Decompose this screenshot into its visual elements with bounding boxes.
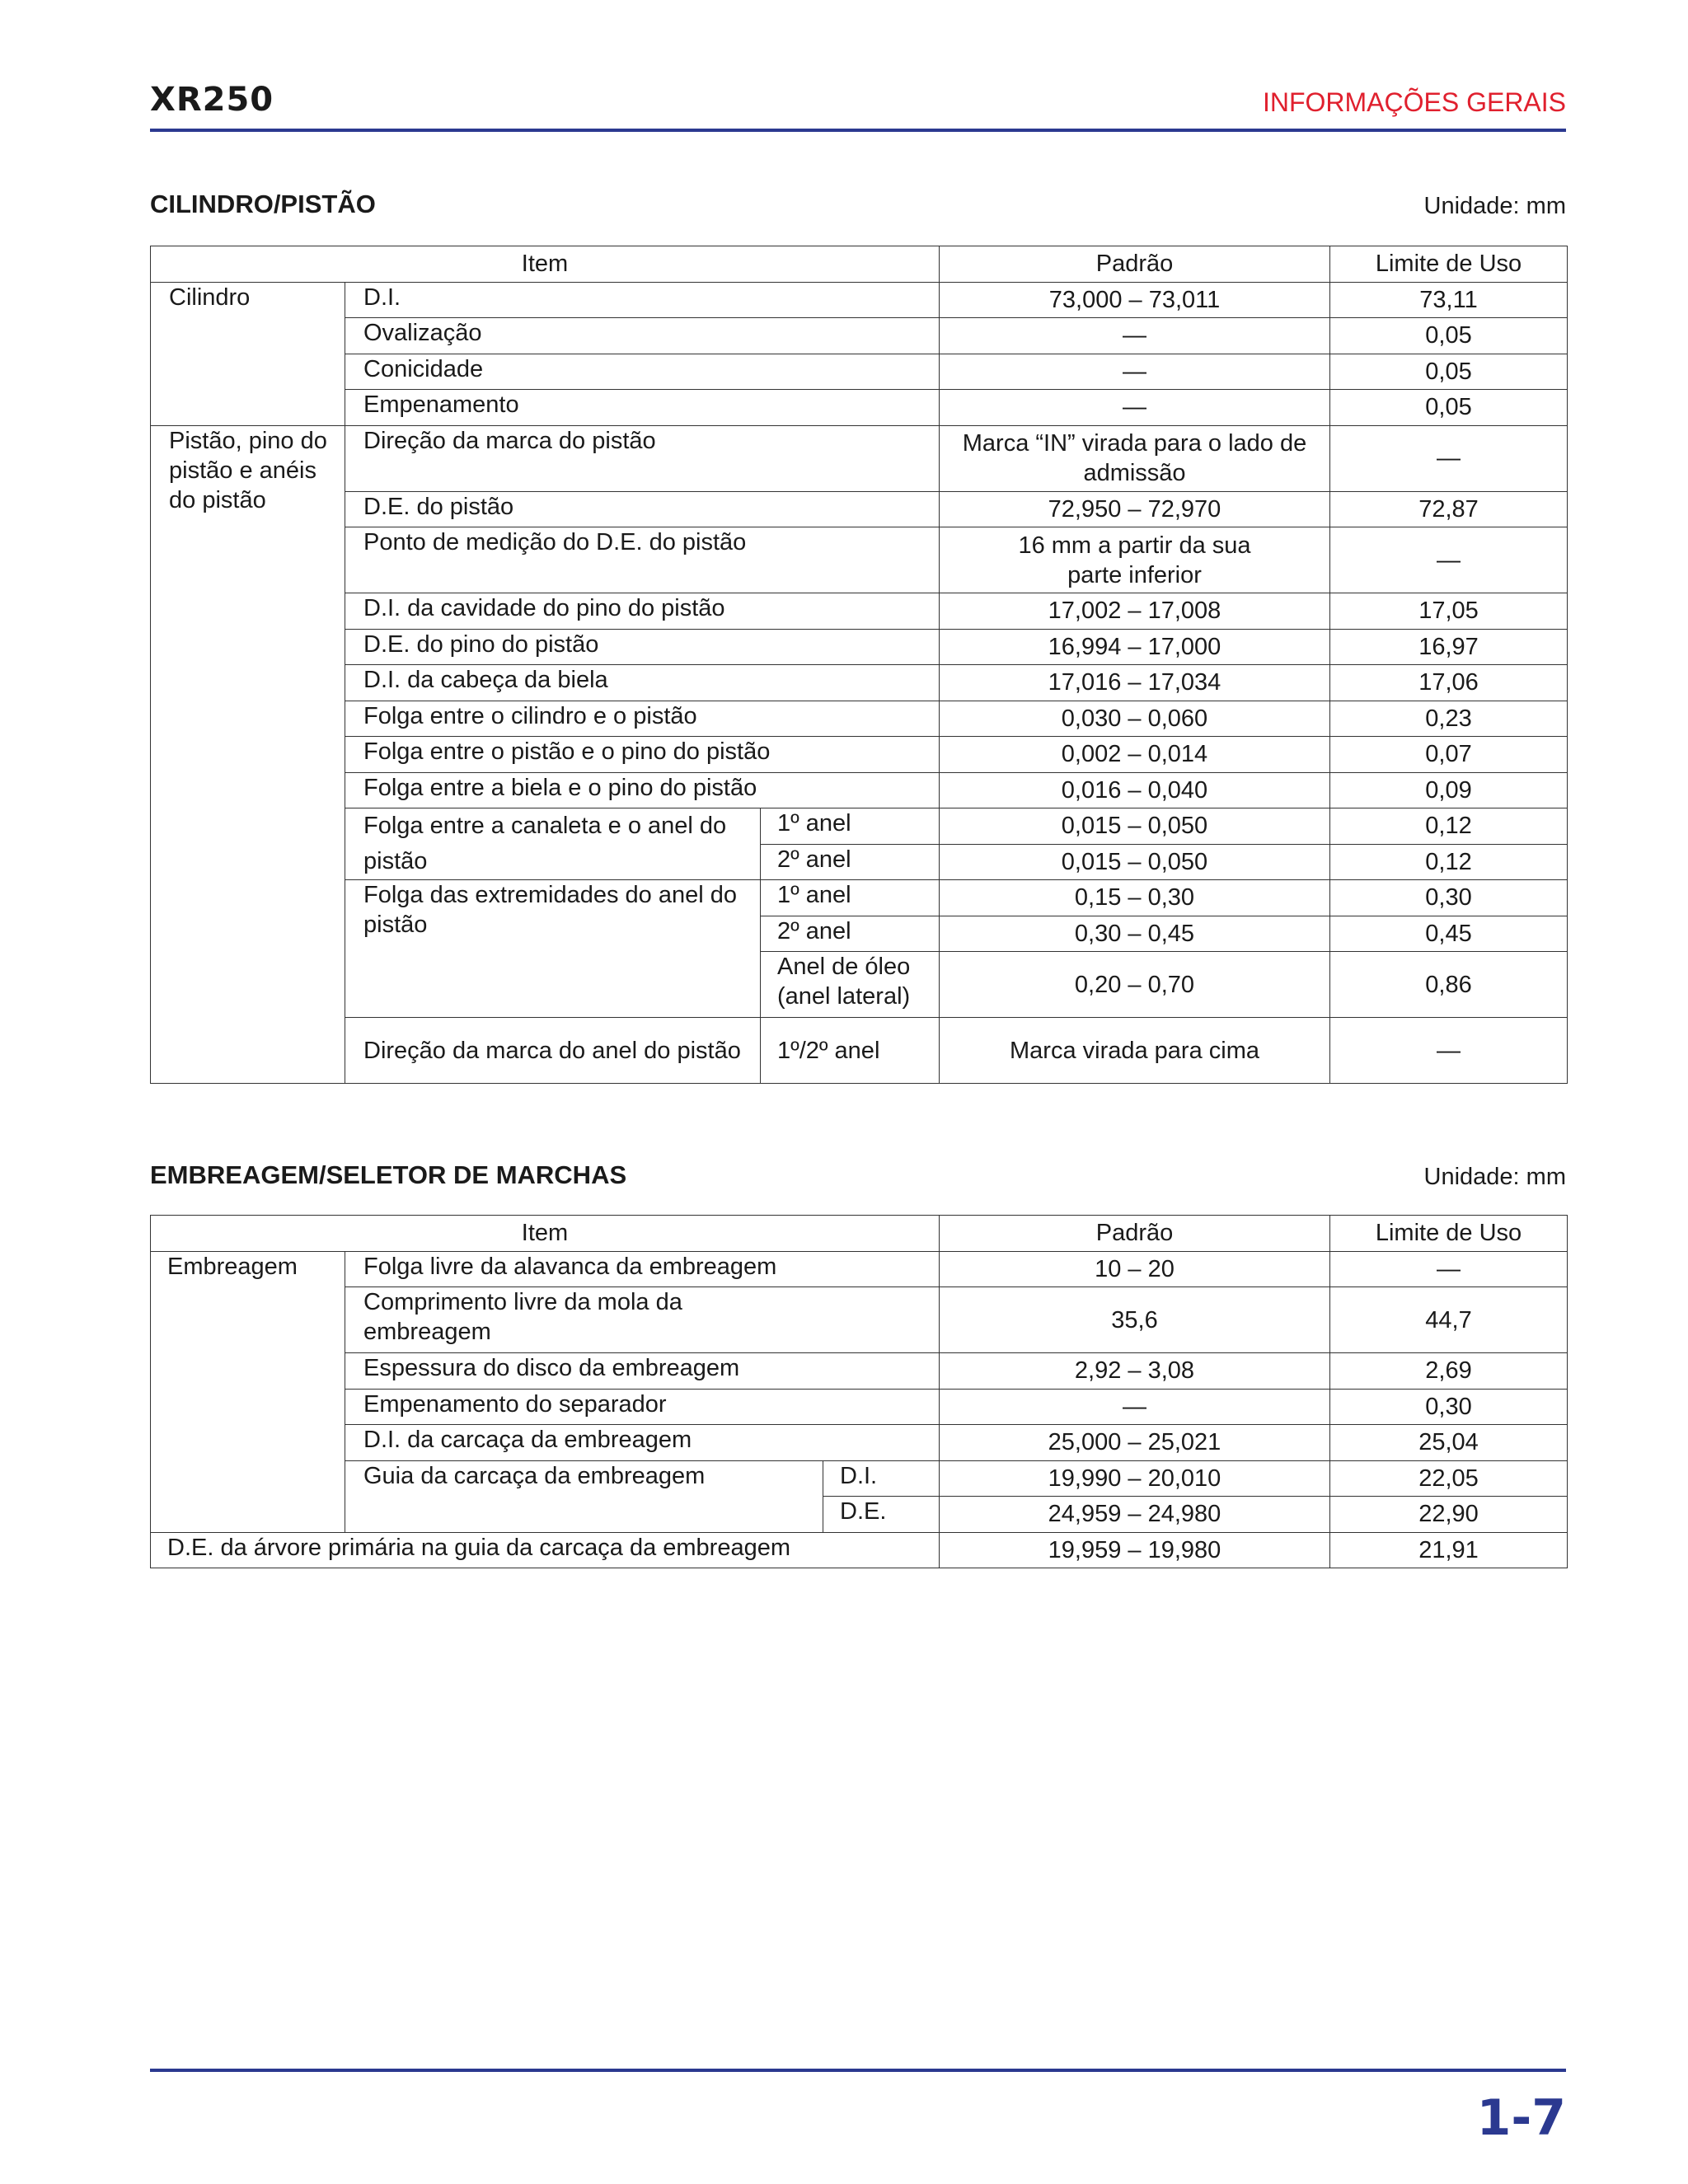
row-item: Comprimento livre da mola da embreagem xyxy=(345,1287,940,1353)
row-standard: — xyxy=(940,1389,1330,1425)
row-limit: 0,07 xyxy=(1330,737,1568,773)
row-item: D.I. xyxy=(345,282,940,318)
table-row xyxy=(151,527,1568,593)
cylinder-section-title: CILINDRO/PISTÃO xyxy=(150,190,376,218)
table-row xyxy=(151,491,1568,527)
row-limit: 16,97 xyxy=(1330,629,1568,665)
row-standard: 0,015 – 0,050 xyxy=(940,844,1330,880)
row-limit: 0,05 xyxy=(1330,354,1568,390)
row-limit: 0,30 xyxy=(1330,880,1568,916)
row-item: Folga entre o cilindro e o pistão xyxy=(345,701,940,737)
header-divider xyxy=(150,129,1566,132)
row-limit: 0,05 xyxy=(1330,390,1568,426)
row-limit: — xyxy=(1330,527,1568,593)
table-row xyxy=(151,1287,1568,1353)
row-standard: 0,15 – 0,30 xyxy=(940,880,1330,916)
table-row xyxy=(151,1251,1568,1287)
row-standard: — xyxy=(940,318,1330,354)
row-standard: 24,959 – 24,980 xyxy=(940,1497,1330,1533)
group-label: Cilindro xyxy=(151,282,345,425)
header-limit: Limite de Uso xyxy=(1330,246,1568,283)
row-standard: — xyxy=(940,390,1330,426)
row-limit: 0,23 xyxy=(1330,701,1568,737)
table-row xyxy=(151,425,1568,491)
row-subitem: D.E. xyxy=(823,1497,940,1533)
cylinder-unit-label: Unidade: mm xyxy=(1423,193,1566,219)
group-label: Embreagem xyxy=(151,1251,345,1532)
group-label: Pistão, pino do pistão e anéis do pistão xyxy=(151,425,345,1084)
row-subitem: 2º anel xyxy=(761,844,940,880)
table-header-row xyxy=(151,1216,1568,1252)
row-standard: 35,6 xyxy=(940,1287,1330,1353)
row-standard: 72,950 – 72,970 xyxy=(940,491,1330,527)
row-item: Direção da marca do anel do pistão xyxy=(345,1018,761,1084)
table-header-row xyxy=(151,246,1568,283)
row-item: Folga das extremidades do anel do pistão xyxy=(345,880,761,1018)
row-standard: 0,002 – 0,014 xyxy=(940,737,1330,773)
table-row xyxy=(151,318,1568,354)
header-standard: Padrão xyxy=(940,246,1330,283)
row-standard: 0,015 – 0,050 xyxy=(940,808,1330,845)
row-item: D.I. da cabeça da biela xyxy=(345,665,940,701)
row-item: Direção da marca do pistão xyxy=(345,425,940,491)
row-standard: 16 mm a partir da sua parte inferior xyxy=(940,527,1330,593)
row-standard: 2,92 – 3,08 xyxy=(940,1353,1330,1390)
header-item: Item xyxy=(151,1216,940,1252)
page-number: 1-7 xyxy=(1476,2089,1566,2147)
row-limit: 25,04 xyxy=(1330,1425,1568,1461)
table-row xyxy=(151,1460,1568,1497)
row-subitem: 1º anel xyxy=(761,880,940,916)
row-limit: 0,12 xyxy=(1330,844,1568,880)
row-limit: 0,09 xyxy=(1330,772,1568,808)
table-row xyxy=(151,808,1568,845)
table-row xyxy=(151,1353,1568,1390)
table-row xyxy=(151,737,1568,773)
table-row xyxy=(151,593,1568,630)
row-limit: 72,87 xyxy=(1330,491,1568,527)
row-item: Folga livre da alavanca da embreagem xyxy=(345,1251,940,1287)
table-row xyxy=(151,1532,1568,1568)
table-row xyxy=(151,772,1568,808)
table-row xyxy=(151,880,1568,916)
row-standard: 0,20 – 0,70 xyxy=(940,952,1330,1018)
table-row xyxy=(151,1018,1568,1084)
table-row xyxy=(151,354,1568,390)
row-subitem: 1º/2º anel xyxy=(761,1018,940,1084)
row-standard: — xyxy=(940,354,1330,390)
row-subitem: 1º anel xyxy=(761,808,940,845)
row-limit: 21,91 xyxy=(1330,1532,1568,1568)
row-standard: 0,016 – 0,040 xyxy=(940,772,1330,808)
row-item: D.I. da carcaça da embreagem xyxy=(345,1425,940,1461)
row-limit: 0,12 xyxy=(1330,808,1568,845)
clutch-spec-table xyxy=(150,1215,1568,1568)
row-subitem: Anel de óleo (anel lateral) xyxy=(761,952,940,1018)
row-standard: 0,30 – 0,45 xyxy=(940,916,1330,952)
row-standard: 19,959 – 19,980 xyxy=(940,1532,1330,1568)
clutch-section-title: EMBREAGEM/SELETOR DE MARCHAS xyxy=(150,1160,627,1189)
row-item: D.E. do pistão xyxy=(345,491,940,527)
row-limit: 17,05 xyxy=(1330,593,1568,630)
row-item: Folga entre o pistão e o pino do pistão xyxy=(345,737,940,773)
row-item: Ponto de medição do D.E. do pistão xyxy=(345,527,940,593)
row-item: Empenamento do separador xyxy=(345,1389,940,1425)
cylinder-spec-table xyxy=(150,246,1568,1084)
row-limit: 0,05 xyxy=(1330,318,1568,354)
row-limit: 73,11 xyxy=(1330,282,1568,318)
table-row xyxy=(151,282,1568,318)
row-item: D.I. da cavidade do pino do pistão xyxy=(345,593,940,630)
header-limit: Limite de Uso xyxy=(1330,1216,1568,1252)
row-standard: 73,000 – 73,011 xyxy=(940,282,1330,318)
row-limit: 44,7 xyxy=(1330,1287,1568,1353)
row-limit: — xyxy=(1330,1018,1568,1084)
row-limit: 0,30 xyxy=(1330,1389,1568,1425)
table-row xyxy=(151,1389,1568,1425)
row-item: Ovalização xyxy=(345,318,940,354)
row-item: D.E. da árvore primária na guia da carcaça da embreagem xyxy=(151,1532,940,1568)
row-standard: 17,016 – 17,034 xyxy=(940,665,1330,701)
row-limit: 2,69 xyxy=(1330,1353,1568,1390)
row-standard: 25,000 – 25,021 xyxy=(940,1425,1330,1461)
clutch-unit-label: Unidade: mm xyxy=(1423,1164,1566,1190)
table-row xyxy=(151,390,1568,426)
row-standard: 10 – 20 xyxy=(940,1251,1330,1287)
row-item: Espessura do disco da embreagem xyxy=(345,1353,940,1390)
row-limit: 17,06 xyxy=(1330,665,1568,701)
row-item: Folga entre a biela e o pino do pistão xyxy=(345,772,940,808)
section-title: INFORMAÇÕES GERAIS xyxy=(1262,87,1566,117)
table-row xyxy=(151,629,1568,665)
row-standard: 0,030 – 0,060 xyxy=(940,701,1330,737)
header-item: Item xyxy=(151,246,940,283)
footer-divider xyxy=(150,2069,1566,2072)
row-subitem: D.I. xyxy=(823,1460,940,1497)
row-item: Conicidade xyxy=(345,354,940,390)
row-subitem: 2º anel xyxy=(761,916,940,952)
row-limit: 22,90 xyxy=(1330,1497,1568,1533)
table-row xyxy=(151,665,1568,701)
row-limit: — xyxy=(1330,1251,1568,1287)
row-limit: 0,86 xyxy=(1330,952,1568,1018)
row-standard: Marca “IN” virada para o lado de admissão xyxy=(940,425,1330,491)
header-standard: Padrão xyxy=(940,1216,1330,1252)
model-name: XR250 xyxy=(150,81,274,119)
table-row xyxy=(151,701,1568,737)
row-item: Folga entre a canaleta e o anel do pistão xyxy=(345,808,761,880)
row-limit: 0,45 xyxy=(1330,916,1568,952)
row-standard: 19,990 – 20,010 xyxy=(940,1460,1330,1497)
table-row xyxy=(151,1425,1568,1461)
row-limit: 22,05 xyxy=(1330,1460,1568,1497)
row-limit: — xyxy=(1330,425,1568,491)
row-standard: 17,002 – 17,008 xyxy=(940,593,1330,630)
row-item: Empenamento xyxy=(345,390,940,426)
row-item: D.E. do pino do pistão xyxy=(345,629,940,665)
row-item: Guia da carcaça da embreagem xyxy=(345,1460,823,1532)
row-standard: Marca virada para cima xyxy=(940,1018,1330,1084)
row-standard: 16,994 – 17,000 xyxy=(940,629,1330,665)
